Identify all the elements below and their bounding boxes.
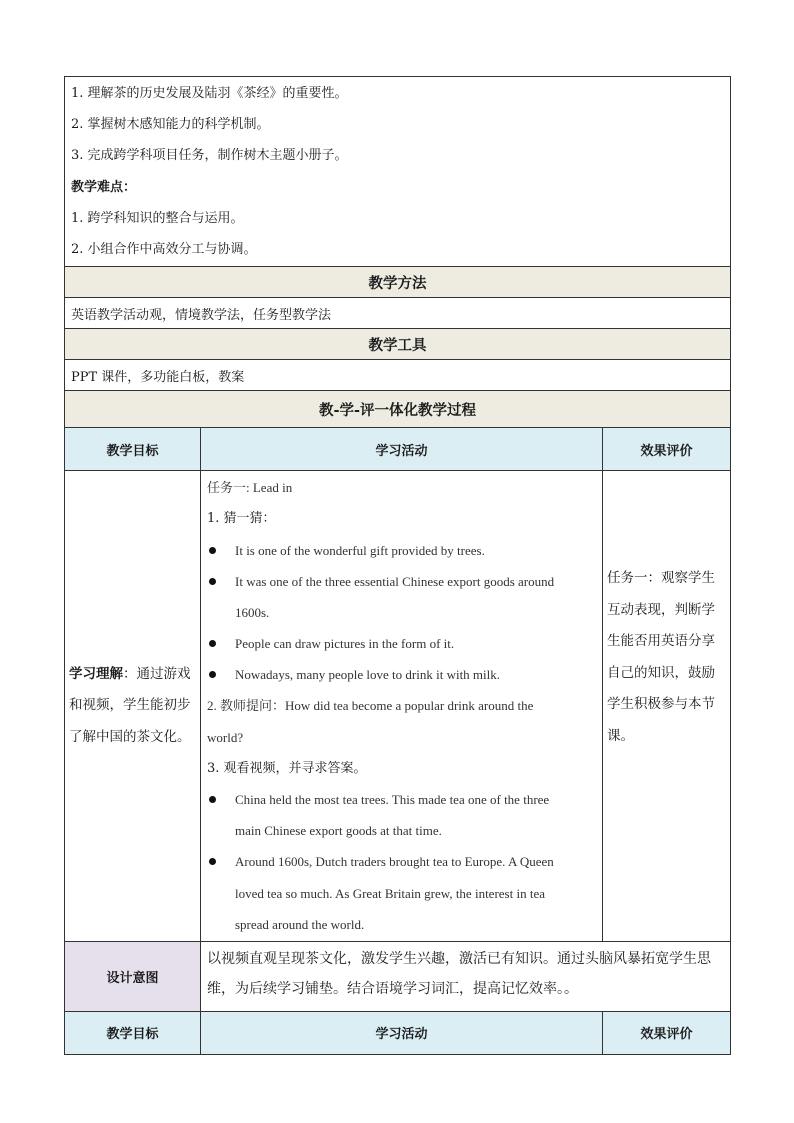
header-goal: 教学目标 (65, 428, 201, 471)
task1-goal (65, 471, 201, 942)
guess-item: People can draw pictures in the form of it. (201, 628, 602, 659)
step-guess: 1. 猜一猜： (207, 511, 276, 527)
methods-title: 教学方法 (65, 267, 731, 298)
task1-title: 任务一: Lead in (207, 480, 293, 496)
task1-goal-label: 学习理解 (69, 665, 123, 682)
guess-item: It was one of the three essential Chinese export goods around (201, 566, 602, 597)
task1-activities (201, 471, 603, 942)
tools-content: PPT 课件，多功能白板，教案 (65, 360, 731, 391)
footer-header-goal: 教学目标 (65, 1011, 201, 1054)
answer-item: China held the most tea trees. This made tea one of the three (201, 784, 602, 815)
tools-title: 教学工具 (65, 329, 731, 360)
difficulty-line: 2. 小组合作中高效分工与协调。 (71, 241, 257, 257)
guess-item: Nowadays, many people love to drink it with milk. (201, 659, 602, 690)
difficulty-block (65, 77, 731, 267)
guess-item-cont: 1600s. (235, 604, 270, 620)
methods-content: 英语教学活动观，情境教学法，任务型教学法 (65, 298, 731, 329)
task1-goal-text: ：通过游戏和视频，学生能初步了解中国的茶文化。 (69, 665, 191, 745)
lesson-plan-table (64, 76, 731, 1055)
objective-line: 1. 理解茶的历史发展及陆羽《茶经》的重要性。 (71, 86, 348, 101)
task1-evaluation: 任务一：观察学生互动表现，判断学生能否用英语分享自己的知识，鼓励学生积极参与本节课。 (603, 471, 731, 942)
header-activity: 学习活动 (201, 428, 603, 471)
step-question: 2. 教师提问：How did tea become a popular drink around the (207, 698, 534, 714)
footer-header-evaluation: 效果评价 (603, 1011, 731, 1054)
answer-item: Around 1600s, Dutch traders brought tea to Europe. A Queen (201, 846, 602, 877)
difficulty-heading: 教学难点： (71, 179, 137, 195)
answer-item-cont: main Chinese export goods at that time. (235, 823, 442, 839)
step-question-cont: world? (207, 729, 244, 745)
footer-header-activity: 学习活动 (201, 1011, 603, 1054)
design-content: 以视频直观呈现茶文化，激发学生兴趣，激活已有知识。通过头脑风暴拓宽学生思维，为后续学习铺垫。结合语境学习词汇，提高记忆效率。。 (201, 941, 731, 1011)
answer-item-cont: spread around the world. (235, 916, 365, 932)
objective-line: 3. 完成跨学科项目任务，制作树木主题小册子。 (71, 148, 348, 164)
difficulty-line: 1. 跨学科知识的整合与运用。 (71, 210, 244, 226)
guess-item: It is one of the wonderful gift provided by trees. (201, 535, 602, 566)
process-title: 教-学-评一体化教学过程 (65, 391, 731, 428)
header-evaluation: 效果评价 (603, 428, 731, 471)
design-label: 设计意图 (65, 941, 201, 1011)
step-video: 3. 观看视频，并寻求答案。 (207, 760, 367, 776)
objective-line: 2. 掌握树木感知能力的科学机制。 (71, 117, 270, 133)
answer-item-cont: loved tea so much. As Great Britain grew, the interest in tea (235, 885, 545, 901)
